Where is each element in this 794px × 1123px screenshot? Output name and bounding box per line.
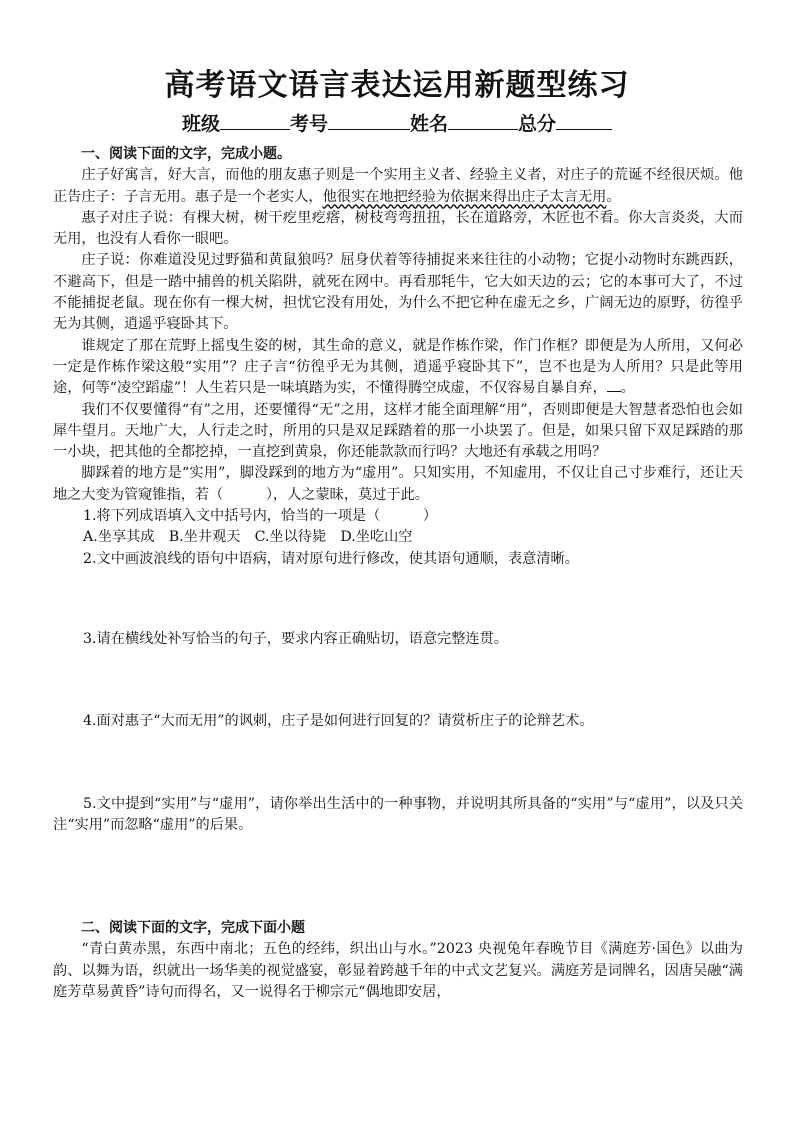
score-label: 总分 (518, 113, 557, 135)
section1-heading: 一、阅读下面的文字，完成小题。 (81, 146, 291, 162)
name-blank[interactable] (448, 113, 518, 130)
student-info-line (0, 109, 794, 136)
question-4: 4.面对惠子“大而无用”的讽刺，庄子是如何进行回复的？请赏析庄子的论辩艺术。 (83, 713, 594, 730)
number-blank[interactable] (328, 113, 410, 130)
answer-space-2[interactable] (53, 570, 743, 629)
exam-content (53, 144, 743, 1003)
question-1-options: A.坐享其成 B.坐井观天 C.坐以待毙 D.坐吃山空 (83, 529, 413, 546)
question-3: 3.请在横线处补写恰当的句子，要求内容正确贴切，语意完整连贯。 (83, 630, 508, 647)
p1-end: 。 (606, 188, 621, 205)
class-label: 班级 (181, 113, 220, 135)
passage1-paragraph-2: 惠子对庄子说：有棵大树，树干疙里疙瘩，树枝弯弯扭扭，长在道路旁，木匠也不看。你大言炎炎，大而无用，也没有人看你一眼吧。 (53, 209, 743, 248)
passage2-paragraph-1: “青白黄赤黑，东西中南北；五色的经纬，织出山与水。”2023 央视兔年春晚节目《满庭芳·国色》以曲为韵、以舞为语，织就出一场华美的视觉盛宴，彰显着跨越千年的中式文艺复兴。满庭芳是词牌名，因唐吴融“满庭芳草易黄昏”诗句而得名，又一说得名于柳宗元“偶地即安居， (53, 941, 743, 1001)
passage1-paragraph-1 (53, 165, 743, 208)
answer-space-5[interactable] (53, 836, 743, 918)
passage1-paragraph-4 (53, 336, 743, 400)
page-title: 高考语文语言表达运用新题型练习 (164, 68, 630, 103)
wavy-underlined-sentence: 他很实在地把经验为依据来得出庄子太言无用 (322, 188, 607, 205)
p4-text: 谁规定了那在荒野上摇曳生姿的树，其生命的意义，就是作栋作梁，作门作框？即便是为人所用，又何必一定是作栋作梁这般“实用”？庄子言“彷徨乎无为其侧，逍遥乎寝卧其下”，岂不也是为人所用？只是此等用途，何等“凌空蹈虚”！人生若只是一味填踏为实，不懂得腾空成虚，不仅容易自暴自弃， (53, 337, 743, 397)
question-2: 2.文中画波浪线的语句中语病，请对原句进行修改，使其语句通顺，表意清晰。 (83, 550, 579, 567)
answer-space-4[interactable] (53, 733, 743, 794)
question-5: 5.文中提到“实用”与“虚用”，请你举出生活中的一种事物，并说明其所具备的“实用”与“虚用”，以及只关注“实用”而忽略“虚用”的后果。 (53, 795, 743, 833)
passage1-paragraph-3: 庄子说：你难道没见过野猫和黄鼠狼吗？屈身伏着等待捕捉来来往往的小动物；它捉小动物时东跳西跃，不避高下，但是一踏中捕兽的机关陷阱，就死在网中。再看那牦牛，它大如天边的云；它的本事可大了，不过不能捕捉老鼠。现在你有一棵大树，担忧它没有用处，为什么不把它种在虚无之乡，广阔无边的原野，彷徨乎无为其侧，逍遥乎寝卧其下。 (53, 252, 743, 333)
fill-in-blank[interactable] (607, 379, 621, 392)
passage1-paragraph-5: 我们不仅要懂得“有”之用，还要懂得“无”之用，这样才能全面理解“用”，否则即便是大智慧者恐怕也会如犀牛望月。天地广大，人行走之时，所用的只是双足踩踏着的那一小块罢了。但是，如果只留下双足踩踏的那一小块，把其他的全都挖掉，一直挖到黄泉，你还能款款而行吗？大地还有承载之用吗？ (53, 401, 743, 461)
p1-text: 庄子好寓言，好大言，而他的朋友惠子则是一个实用主义者、经验主义者，对庄子的荒诞不经很厌烦。他正告庄子：子言无用。惠子是一个老实人， (53, 167, 743, 205)
score-blank[interactable] (556, 113, 612, 130)
p4-end: 。 (620, 380, 635, 397)
class-blank[interactable] (220, 113, 290, 130)
name-label: 姓名 (410, 113, 449, 135)
question-1: 1.将下列成语填入文中括号内，恰当的一项是（ ） (83, 508, 438, 525)
answer-space-3[interactable] (53, 650, 743, 711)
number-label: 考号 (289, 113, 328, 135)
section2-heading: 二、阅读下面的文字，完成下面小题 (81, 920, 305, 937)
passage1-paragraph-6: 脚踩着的地方是“实用”，脚没踩到的地方为“虚用”。只知实用，不知虚用，不仅让自己寸步难行，还让天地之大变为管窥锥指，若（ ），人之蒙昧，莫过于此。 (53, 465, 743, 503)
